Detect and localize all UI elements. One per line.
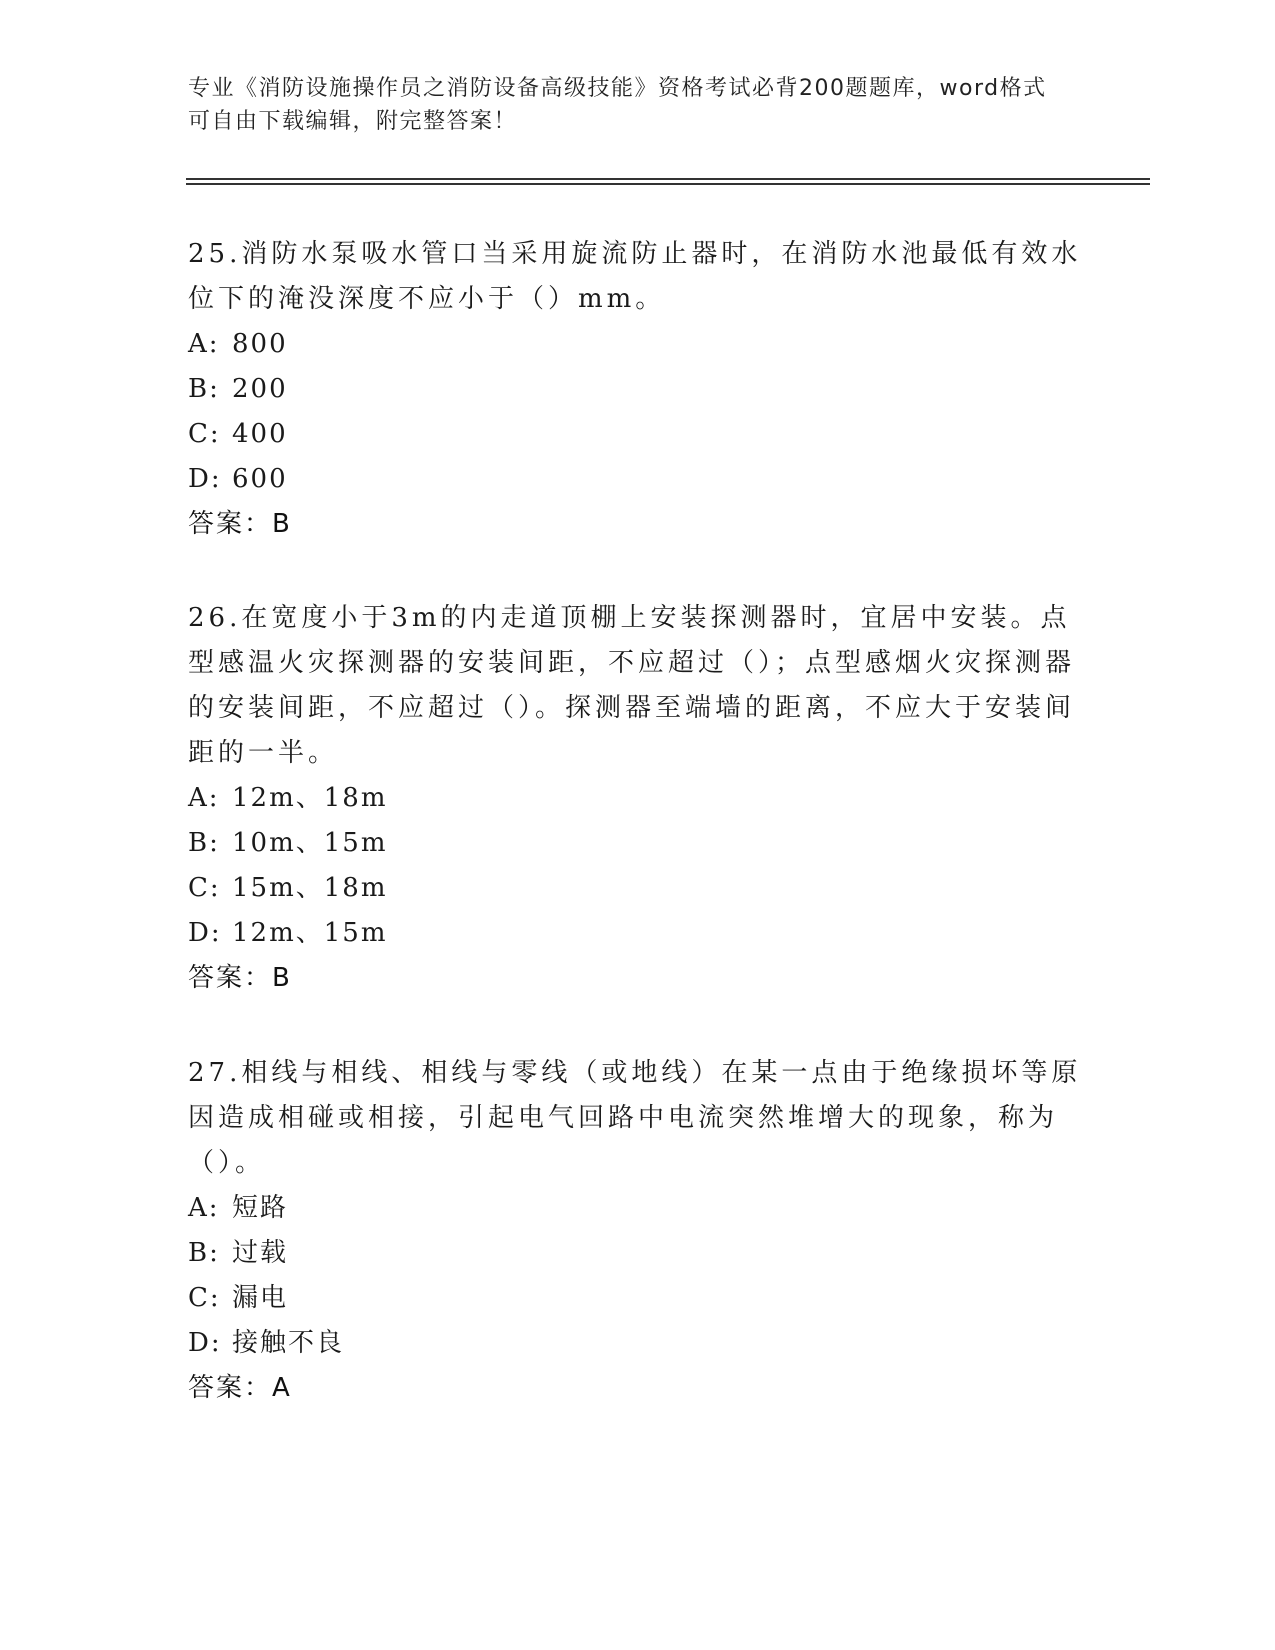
option-d <box>188 911 1088 956</box>
option-c <box>188 412 1088 457</box>
option-text: 10m、15m <box>232 828 388 858</box>
question-25 <box>188 232 1088 547</box>
option-key: C: <box>188 873 221 903</box>
option-b <box>188 1231 1088 1276</box>
option-b <box>188 821 1088 866</box>
answer-line: 答案：B <box>188 509 292 539</box>
option-key: A: <box>188 329 220 359</box>
option-d <box>188 1321 1088 1366</box>
option-text: 15m、18m <box>232 873 388 903</box>
option-a <box>188 776 1088 821</box>
option-key: B: <box>188 1238 220 1268</box>
question-26 <box>188 596 1088 1001</box>
header-divider-top <box>186 178 1150 180</box>
option-b <box>188 367 1088 412</box>
option-key: D: <box>188 464 222 494</box>
question-27 <box>188 1051 1088 1411</box>
option-text: 200 <box>232 374 288 404</box>
option-key: D: <box>188 1328 222 1358</box>
header-divider-bottom <box>186 183 1150 185</box>
option-text: 过载 <box>232 1238 289 1268</box>
option-text: 12m、18m <box>232 783 388 813</box>
option-key: B: <box>188 374 220 404</box>
option-text: 漏电 <box>232 1283 289 1313</box>
option-key: A: <box>188 1193 220 1223</box>
option-c <box>188 1276 1088 1321</box>
option-key: C: <box>188 419 221 449</box>
option-a <box>188 1186 1088 1231</box>
option-text: 800 <box>232 329 288 359</box>
option-c <box>188 866 1088 911</box>
option-key: A: <box>188 783 220 813</box>
document-header: 专业《消防设施操作员之消防设备高级技能》资格考试必背200题题库，word格式可自由下载编辑，附完整答案！ <box>188 76 1047 134</box>
option-text: 400 <box>232 419 288 449</box>
option-text: 短路 <box>232 1193 289 1223</box>
question-stem: 26.在宽度小于3m的内走道顶棚上安装探测器时，宜居中安装。点型感温火灾探测器的安装间距，不应超过（）；点型感烟火灾探测器的安装间距，不应超过（）。探测器至端墙的距离，不应大于安装间距的一半。 <box>188 603 1076 768</box>
option-text: 接触不良 <box>232 1328 345 1358</box>
question-stem: 27.相线与相线、相线与零线（或地线）在某一点由于绝缘损坏等原因造成相碰或相接，引起电气回路中电流突然堆增大的现象，称为（）。 <box>188 1058 1082 1178</box>
option-text: 600 <box>232 464 288 494</box>
option-key: B: <box>188 828 220 858</box>
option-text: 12m、15m <box>232 918 388 948</box>
option-a <box>188 322 1088 367</box>
option-key: C: <box>188 1283 221 1313</box>
question-stem: 25.消防水泵吸水管口当采用旋流防止器时，在消防水池最低有效水位下的淹没深度不应小于（）mm。 <box>188 239 1082 314</box>
option-key: D: <box>188 918 222 948</box>
answer-line: 答案：B <box>188 963 292 993</box>
answer-line: 答案：A <box>188 1373 292 1403</box>
option-d <box>188 457 1088 502</box>
